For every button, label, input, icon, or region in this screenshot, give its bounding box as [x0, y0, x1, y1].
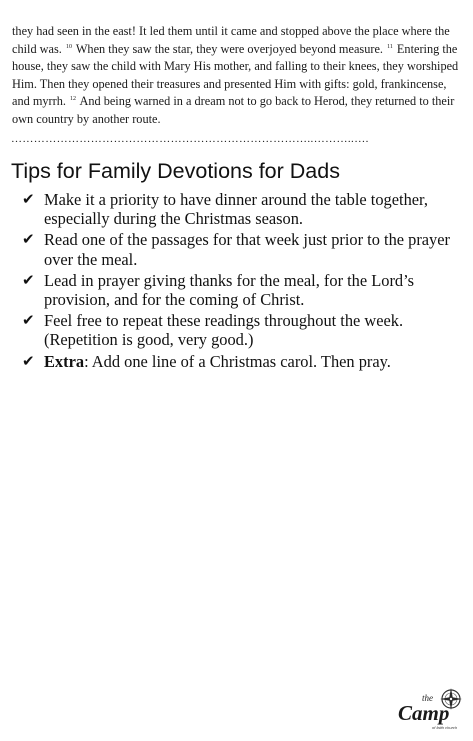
checkmark-icon: ✔ — [22, 351, 35, 370]
scripture-text: they had seen in the east! It led them until it came and stopped above the place where the child was. — [12, 24, 450, 56]
scripture-text: And being warned in a dream not to go back to Herod, they returned to their own country by another route. — [12, 94, 455, 126]
dotted-divider: ……………………………………………………………………..………..…. — [11, 133, 369, 145]
tip-text: Lead in prayer giving thanks for the meal, for the Lord’s provision, and for the coming of Christ. — [44, 270, 415, 310]
tip-item — [22, 311, 462, 349]
logo-tagline: of faith church — [432, 725, 458, 730]
tip-text: Feel free to repeat these readings throughout the week. (Repetition is good, very good.) — [44, 311, 404, 350]
verse-number: 12 — [70, 96, 77, 103]
tips-heading: Tips for Family Devotions for Dads — [11, 159, 340, 183]
scripture-text: When they saw the star, they were overjoyed beyond measure. — [75, 41, 383, 56]
tip-item — [22, 190, 462, 228]
tip-text: Make it a priority to have dinner around the table together, especially during the Christmas season. — [44, 190, 428, 229]
checkmark-icon: ✔ — [22, 311, 35, 330]
tip-text: : Add one line of a Christmas carol. Then pray. — [84, 351, 391, 371]
logo-wordmark: Camp — [398, 701, 450, 725]
checkmark-icon: ✔ — [22, 190, 35, 208]
tips-list — [22, 190, 462, 373]
checkmark-icon: ✔ — [22, 230, 35, 249]
tip-item — [22, 230, 462, 268]
tip-text: Read one of the passages for that week just prior to the prayer over the meal. — [44, 230, 450, 269]
tip-bold: Extra — [44, 351, 85, 371]
scripture-passage — [12, 23, 460, 129]
verse-number: 10 — [65, 43, 72, 50]
camp-logo — [396, 686, 466, 732]
checkmark-icon: ✔ — [22, 270, 35, 289]
logo-small-word: the — [422, 693, 433, 703]
tip-item — [22, 352, 462, 371]
verse-number: 11 — [387, 43, 393, 50]
tip-item — [22, 271, 462, 309]
scripture-text: Entering the house, they saw the child with Mary His mother, and falling to their knees, they worshiped Him. Then they opened their treasures and presented Him with gifts: gold, frankincense, and myrrh. — [12, 41, 459, 109]
